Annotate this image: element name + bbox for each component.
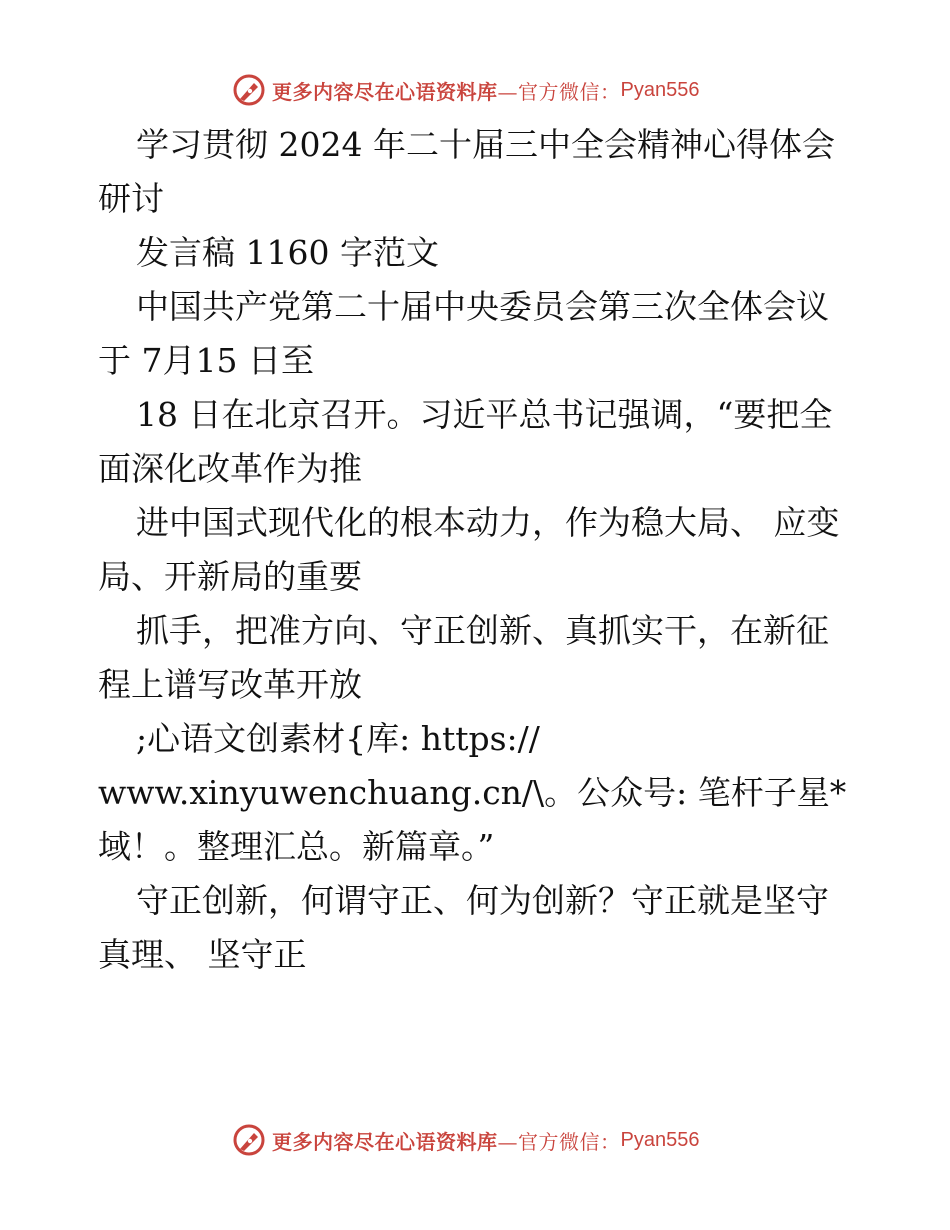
header-wechat-id: Pyan556 — [620, 78, 700, 101]
header-banner — [232, 70, 699, 110]
pen-nib-circle-logo-icon — [232, 73, 266, 107]
paragraph: 进中国式现代化的根本动力，作为稳大局、 应变局、开新局的重要 — [98, 503, 840, 596]
footer-banner — [232, 1120, 699, 1160]
paragraph: ;心语文创素材{库: https:// — [136, 719, 540, 758]
paragraph: 发言稿 1160 字范文 — [136, 233, 439, 272]
header-promo-text: 更多内容尽在心语资料库 — [272, 79, 498, 104]
paragraph: www.xinyuwenchuang.cn/\。公众号: 笔杆子星*域！。整理汇总。新篇章。” — [98, 773, 847, 866]
document-body — [98, 118, 858, 982]
paragraph: 18 日在北京召开。习近平总书记强调，“要把全面深化改革作为推 — [98, 395, 833, 488]
footer-promo-text: 更多内容尽在心语资料库 — [272, 1129, 498, 1154]
paragraph: 学习贯彻 2024 年二十届三中全会精神心得体会研讨 — [98, 125, 835, 218]
paragraph: 抓手，把准方向、守正创新、真抓实干，在新征程上谱写改革开放 — [98, 611, 829, 704]
header-official-label: —官方微信： — [497, 79, 621, 104]
footer-official-label: —官方微信： — [497, 1129, 621, 1154]
paragraph: 守正创新，何谓守正、何为创新？守正就是坚守真理、 坚守正 — [98, 881, 829, 974]
pen-nib-circle-logo-icon — [232, 1123, 266, 1157]
footer-wechat-id: Pyan556 — [620, 1128, 700, 1151]
paragraph: 中国共产党第二十届中央委员会第三次全体会议于 7月15 日至 — [98, 287, 829, 380]
